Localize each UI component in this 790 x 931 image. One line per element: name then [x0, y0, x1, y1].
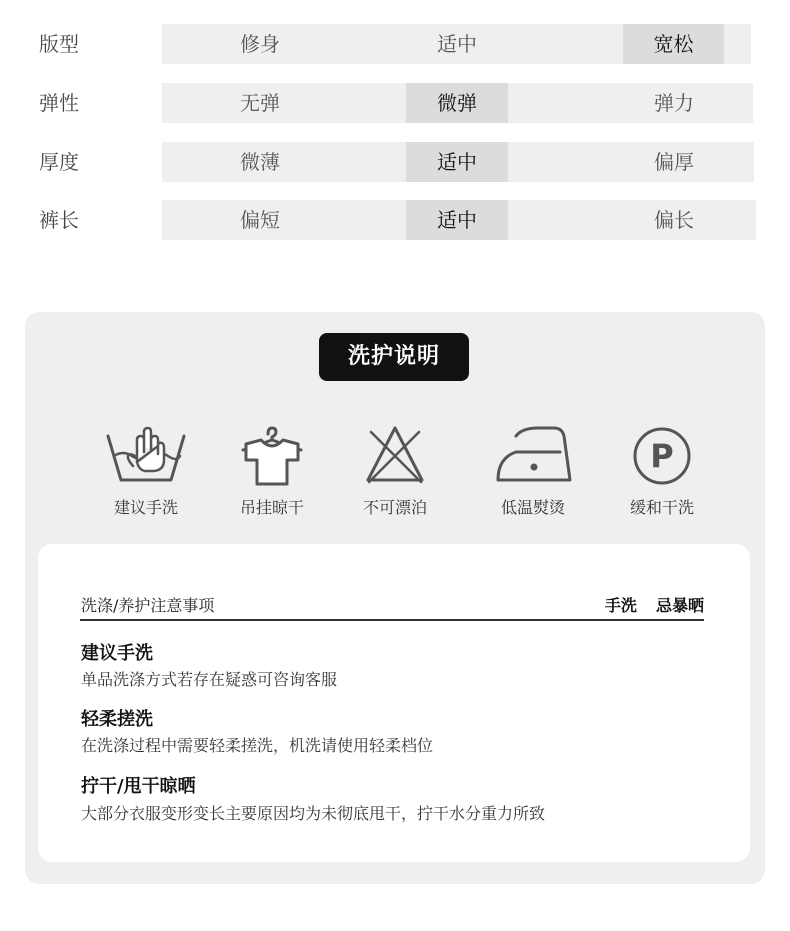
tip-title: 拧干/甩干晾晒 — [81, 776, 196, 797]
no-bleach-icon — [352, 422, 438, 486]
attr-option: 适中 — [437, 32, 477, 56]
tip-title: 轻柔搓洗 — [81, 709, 153, 730]
hang-dry-icon — [229, 422, 315, 486]
care-icon-label: 建议手洗 — [113, 498, 178, 517]
dry-clean-p-icon — [619, 422, 705, 486]
care-icon-label: 低温熨烫 — [500, 498, 565, 517]
attr-label: 版型 — [39, 32, 79, 56]
notes-header-summary: 手洗 忌暴晒 — [604, 596, 704, 615]
attr-option-selected: 适中 — [406, 200, 508, 240]
care-panel — [25, 312, 765, 884]
care-notes-card — [38, 544, 750, 862]
attr-label: 弹性 — [39, 91, 79, 115]
attr-option: 修身 — [240, 32, 280, 56]
tip-text: 大部分衣服变形变长主要原因均为未彻底甩干，拧干水分重力所致 — [81, 804, 546, 823]
tip-text: 在洗涤过程中需要轻柔搓洗，机洗请使用轻柔档位 — [81, 736, 434, 755]
care-icon-label: 不可漂泊 — [362, 498, 427, 517]
care-title-badge: 洗护说明 — [319, 333, 469, 381]
notes-header-title: 洗涤/养护注意事项 — [81, 596, 215, 615]
tip-title: 建议手洗 — [81, 643, 153, 664]
attr-option: 偏短 — [240, 208, 280, 232]
divider — [80, 619, 704, 621]
iron-low-icon — [490, 422, 576, 486]
attr-row-length — [0, 200, 790, 240]
attr-row-thickness — [0, 142, 790, 182]
attr-option-selected: 适中 — [406, 142, 508, 182]
care-icon-label: 缓和干洗 — [629, 498, 694, 517]
attr-option-selected: 微弹 — [406, 83, 508, 123]
care-icon-label: 吊挂晾干 — [239, 498, 304, 517]
svg-text:P: P — [650, 437, 674, 475]
attr-label: 厚度 — [39, 150, 79, 174]
hand-wash-icon — [103, 422, 189, 486]
attr-row-elasticity — [0, 83, 790, 123]
attr-option: 无弹 — [240, 91, 280, 115]
tip-text: 单品洗涤方式若存在疑惑可咨询客服 — [81, 670, 338, 689]
attr-option: 弹力 — [654, 91, 694, 115]
attr-row-fit — [0, 24, 790, 64]
attr-option: 偏长 — [654, 208, 694, 232]
attr-option: 微薄 — [240, 150, 280, 174]
attr-option: 偏厚 — [654, 150, 694, 174]
attr-label: 裤长 — [39, 208, 79, 232]
attr-option-selected: 宽松 — [623, 24, 724, 64]
